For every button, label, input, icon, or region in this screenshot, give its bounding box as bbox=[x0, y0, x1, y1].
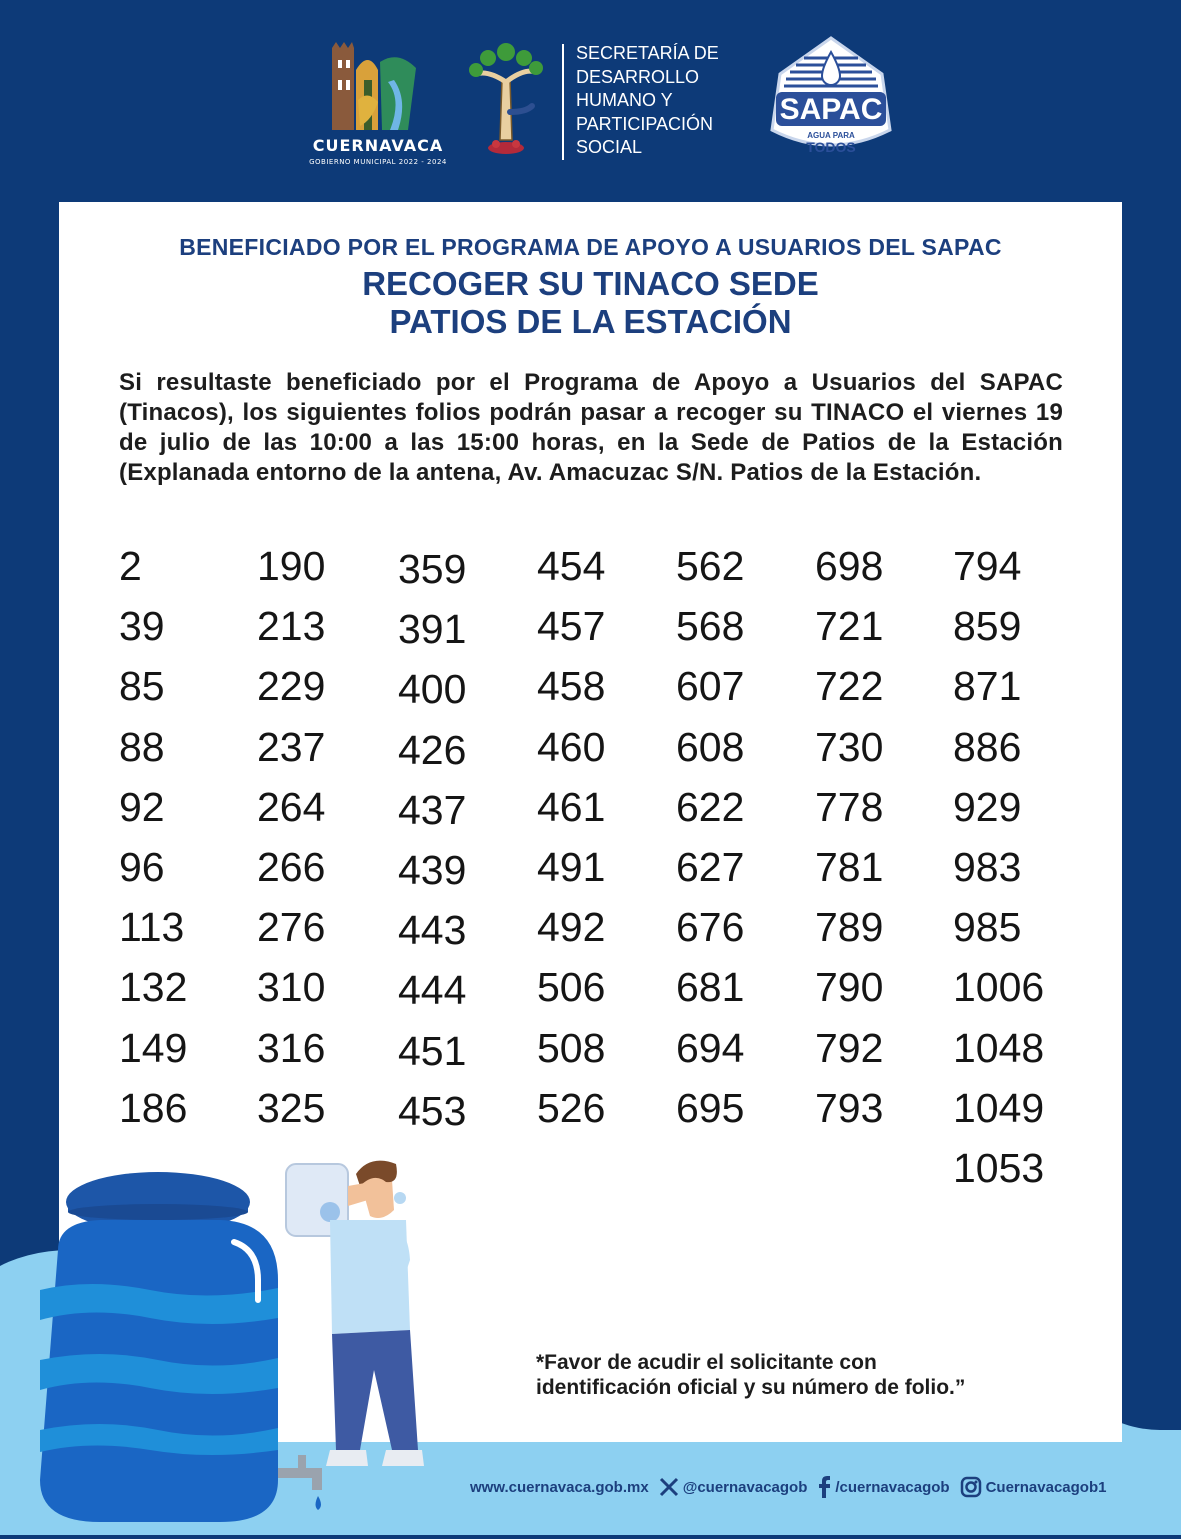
website-text: www.cuernavaca.gob.mx bbox=[470, 1478, 649, 1496]
folio-number: 492 bbox=[537, 904, 606, 951]
folio-number: 276 bbox=[257, 904, 326, 951]
folio-number: 627 bbox=[676, 843, 745, 890]
folio-number: 722 bbox=[815, 663, 884, 710]
tree-icon bbox=[466, 40, 546, 160]
folio-column bbox=[537, 540, 667, 1142]
folio-column bbox=[119, 540, 249, 1142]
folio-number: 2 bbox=[119, 543, 142, 589]
folio-number: 526 bbox=[537, 1084, 606, 1131]
folio-number: 316 bbox=[257, 1024, 326, 1071]
folio-number: 694 bbox=[676, 1024, 745, 1071]
folio-number: 454 bbox=[537, 543, 606, 589]
intro-paragraph: Si resultaste beneficiado por el Programa de Apoyo a Usuarios del SAPAC (Tinacos), los siguientes folios podrán pasar a recoger su TINACO el viernes 19 de julio de las 10:00 a las 15:00 horas, en la Sede de Patios de la Estación (Explanada entorno de la antena, Av. Amacuzac S/N. Patios de la Estación. bbox=[119, 369, 1063, 486]
note-line: *Favor de acudir el solicitante con bbox=[536, 1351, 877, 1374]
folio-column bbox=[815, 540, 945, 1142]
folio-number: 491 bbox=[537, 843, 606, 890]
folio-number: 721 bbox=[815, 603, 884, 650]
folio-number: 237 bbox=[257, 723, 326, 770]
secretaria-line: SECRETARÍA DE bbox=[576, 43, 719, 63]
folio-number: 460 bbox=[537, 723, 606, 770]
cuernavaca-logo bbox=[298, 40, 458, 170]
folio-number: 562 bbox=[676, 543, 745, 589]
folio-number: 929 bbox=[953, 783, 1022, 830]
instagram-icon bbox=[960, 1476, 982, 1498]
folio-number: 792 bbox=[815, 1024, 884, 1071]
folio-number: 1053 bbox=[953, 1144, 1045, 1191]
folio-number: 1006 bbox=[953, 964, 1045, 1011]
folio-number: 676 bbox=[676, 904, 745, 951]
website-link[interactable] bbox=[470, 1479, 649, 1496]
folio-number: 426 bbox=[398, 726, 467, 773]
folio-number: 132 bbox=[119, 964, 188, 1011]
facebook-icon bbox=[817, 1476, 831, 1498]
folio-number: 1048 bbox=[953, 1024, 1045, 1071]
water-tank-illustration bbox=[30, 1150, 450, 1535]
sapac-slogan-1: AGUA PARA bbox=[807, 131, 855, 140]
folio-number: 794 bbox=[953, 543, 1022, 589]
folio-number: 96 bbox=[119, 843, 165, 890]
folio-number: 698 bbox=[815, 543, 884, 589]
folio-number: 451 bbox=[398, 1027, 467, 1074]
header-divider bbox=[562, 44, 564, 160]
secretaria-line: PARTICIPACIÓN bbox=[576, 113, 714, 134]
folio-number: 781 bbox=[815, 843, 884, 890]
folio-column bbox=[953, 540, 1083, 1202]
instagram-link[interactable] bbox=[960, 1476, 1107, 1498]
folio-number: 439 bbox=[398, 846, 467, 893]
folio-number: 113 bbox=[119, 904, 185, 951]
x-link[interactable] bbox=[659, 1477, 808, 1497]
facebook-handle: /cuernavacagob bbox=[835, 1478, 950, 1496]
folio-number: 778 bbox=[815, 783, 884, 830]
folio-number: 506 bbox=[537, 964, 606, 1011]
folio-number: 266 bbox=[257, 843, 326, 890]
sapac-logo bbox=[766, 34, 896, 164]
folio-column bbox=[257, 540, 387, 1142]
note-line: identificación oficial y su número de folio.” bbox=[536, 1376, 966, 1399]
municipality-name: CUERNAVACA bbox=[312, 136, 444, 155]
folio-number: 88 bbox=[119, 723, 165, 770]
folio-number: 793 bbox=[815, 1084, 884, 1131]
footer-social-links bbox=[470, 1474, 1106, 1500]
secretaria-name bbox=[576, 42, 756, 160]
folio-number: 608 bbox=[676, 723, 745, 770]
folio-number: 359 bbox=[398, 546, 467, 592]
instagram-handle: Cuernavacagob1 bbox=[985, 1478, 1107, 1496]
secretaria-tree-logo bbox=[466, 40, 546, 160]
folio-number: 39 bbox=[119, 603, 165, 650]
folio-number: 983 bbox=[953, 843, 1022, 890]
main-title-line-1: RECOGER SU TINACO SEDE bbox=[362, 265, 819, 302]
folio-number: 190 bbox=[257, 543, 326, 589]
folio-number: 400 bbox=[398, 666, 467, 713]
header bbox=[0, 0, 1181, 200]
secretaria-line: SOCIAL bbox=[576, 137, 643, 157]
folio-number: 149 bbox=[119, 1024, 188, 1071]
folio-number: 789 bbox=[815, 904, 884, 951]
folio-number: 985 bbox=[953, 904, 1022, 951]
x-handle: @cuernavacagob bbox=[682, 1478, 808, 1496]
folio-number: 444 bbox=[398, 967, 467, 1014]
folio-number: 391 bbox=[398, 606, 467, 653]
folio-number: 695 bbox=[676, 1084, 745, 1131]
folio-number: 508 bbox=[537, 1024, 606, 1071]
folio-number: 229 bbox=[257, 663, 326, 710]
sapac-emblem-icon bbox=[766, 34, 896, 164]
folio-number: 607 bbox=[676, 663, 745, 710]
folio-number: 458 bbox=[537, 663, 606, 710]
main-title-line-2: PATIOS DE LA ESTACIÓN bbox=[389, 303, 792, 340]
sapac-slogan-2: TODOS bbox=[806, 139, 856, 155]
folio-number: 453 bbox=[398, 1087, 467, 1134]
facebook-link[interactable] bbox=[817, 1476, 949, 1498]
x-icon bbox=[659, 1477, 679, 1497]
folio-number: 790 bbox=[815, 964, 884, 1011]
folio-column bbox=[398, 543, 528, 1145]
folio-number: 622 bbox=[676, 783, 745, 830]
folio-number: 730 bbox=[815, 723, 884, 770]
folio-number: 886 bbox=[953, 723, 1022, 770]
folio-number: 310 bbox=[257, 964, 326, 1011]
folio-column bbox=[676, 540, 806, 1142]
folio-number: 681 bbox=[676, 964, 745, 1011]
folio-number: 92 bbox=[119, 783, 165, 830]
folio-number: 325 bbox=[257, 1084, 326, 1131]
folio-number: 264 bbox=[257, 783, 326, 830]
program-title: BENEFICIADO POR EL PROGRAMA DE APOYO A USUARIOS DEL SAPAC bbox=[179, 234, 1002, 260]
folio-number: 568 bbox=[676, 603, 745, 650]
folio-number: 457 bbox=[537, 603, 606, 650]
folio-number: 1049 bbox=[953, 1084, 1045, 1131]
folio-number: 85 bbox=[119, 663, 165, 710]
folio-number: 871 bbox=[953, 663, 1022, 710]
folio-number: 213 bbox=[257, 603, 326, 650]
secretaria-line: DESARROLLO bbox=[576, 66, 700, 87]
folio-number: 186 bbox=[119, 1084, 188, 1131]
folio-number: 443 bbox=[398, 907, 467, 954]
note-text bbox=[536, 1350, 1036, 1400]
water-tank-and-man-icon bbox=[30, 1150, 450, 1535]
municipality-sub: GOBIERNO MUNICIPAL 2022 - 2024 bbox=[309, 158, 447, 166]
secretaria-line: HUMANO Y bbox=[576, 90, 673, 110]
cuernavaca-emblem-icon bbox=[298, 40, 458, 136]
sapac-logo-text: SAPAC bbox=[779, 93, 883, 126]
folio-number: 437 bbox=[398, 786, 467, 833]
folio-number: 461 bbox=[537, 783, 606, 830]
folio-number: 859 bbox=[953, 603, 1022, 650]
